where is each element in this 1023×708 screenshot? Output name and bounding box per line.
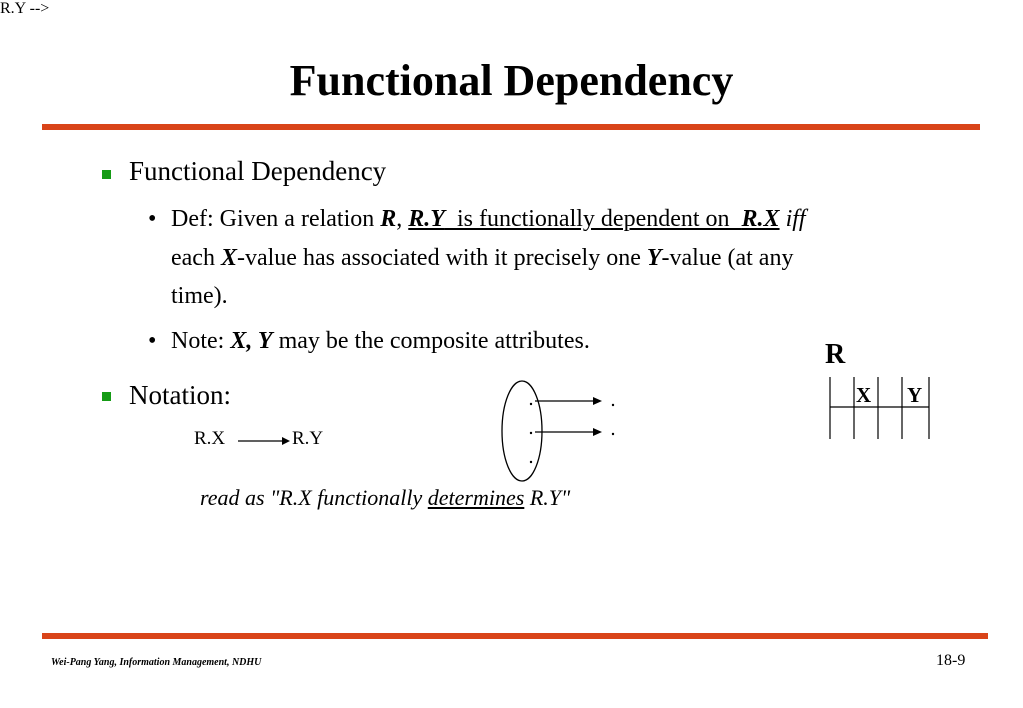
notation-rx: R.X <box>194 428 226 449</box>
slide: Functional Dependency Functional Dependency • Def: Given a relation R, R.Y is functionally dependent on R.X iff each X-value has associated with it precisely one Y-value (at any time). • Note: X, Y may be the composite attributes. Notation: R.Y --> R.X R.Y read as "R.X functionally determines R.Y" R X Y Wei-Pang Yang, Information Management, NDHU 18-9 <box>0 0 1023 708</box>
round-bullet-icon: • <box>148 206 157 232</box>
def-line-3: time). <box>171 283 228 309</box>
bullet-functional-dependency: Functional Dependency <box>129 156 387 186</box>
mapping-diagram <box>495 378 625 484</box>
read-as-line <box>200 485 570 511</box>
def-line2-b: -value has associated with it precisely one <box>236 245 647 271</box>
domain-point <box>530 461 532 463</box>
arrowhead-icon <box>593 428 602 436</box>
def-line-1 <box>171 206 806 233</box>
read-as-determines: determines <box>427 485 525 510</box>
round-bullet-icon: • <box>148 328 157 354</box>
relation-name: R <box>825 339 846 370</box>
domain-point <box>530 403 532 405</box>
domain-point <box>530 432 532 434</box>
def-middle: is functionally dependent on <box>444 206 742 232</box>
def-x: X <box>220 245 237 271</box>
notation-ry: R.Y <box>292 428 324 449</box>
notation-arrow-icon <box>238 434 290 448</box>
title-rule <box>42 124 980 130</box>
page-number: 18-9 <box>936 652 966 669</box>
range-point <box>612 404 614 406</box>
def-prefix: Def: Given a relation <box>171 206 381 232</box>
note-xy: X, Y <box>230 328 273 354</box>
def-comma: , <box>396 206 409 232</box>
green-square-bullet-icon <box>102 392 111 401</box>
domain-ellipse <box>502 381 542 481</box>
bullet-notation: Notation: <box>129 380 231 410</box>
def-ry: R.Y <box>408 206 445 232</box>
footer-author: Wei-Pang Yang, Information Management, NDHU <box>51 657 262 668</box>
def-iff: iff <box>785 206 806 232</box>
arrowhead-icon <box>593 397 602 405</box>
range-point <box>612 433 614 435</box>
footer-rule <box>42 633 988 639</box>
note-prefix: Note: <box>171 328 231 354</box>
relation-col-x: X <box>856 383 872 407</box>
def-relation-r: R <box>380 206 397 232</box>
green-square-bullet-icon <box>102 170 111 179</box>
def-underlined <box>408 206 779 232</box>
def-rx: R.X <box>741 206 780 232</box>
def-line2-a: each <box>171 245 221 271</box>
note-rest: may be the composite attributes. <box>272 328 590 354</box>
read-as-a: read as "R.X functionally <box>200 485 428 510</box>
def-line-2 <box>171 245 793 272</box>
def-y: Y <box>646 245 662 271</box>
read-as-c: R.Y" <box>524 485 571 510</box>
def-line2-c: -value (at any <box>661 245 794 271</box>
page-title: Functional Dependency <box>289 56 734 105</box>
note-line <box>171 328 590 355</box>
relation-col-y: Y <box>907 383 923 407</box>
